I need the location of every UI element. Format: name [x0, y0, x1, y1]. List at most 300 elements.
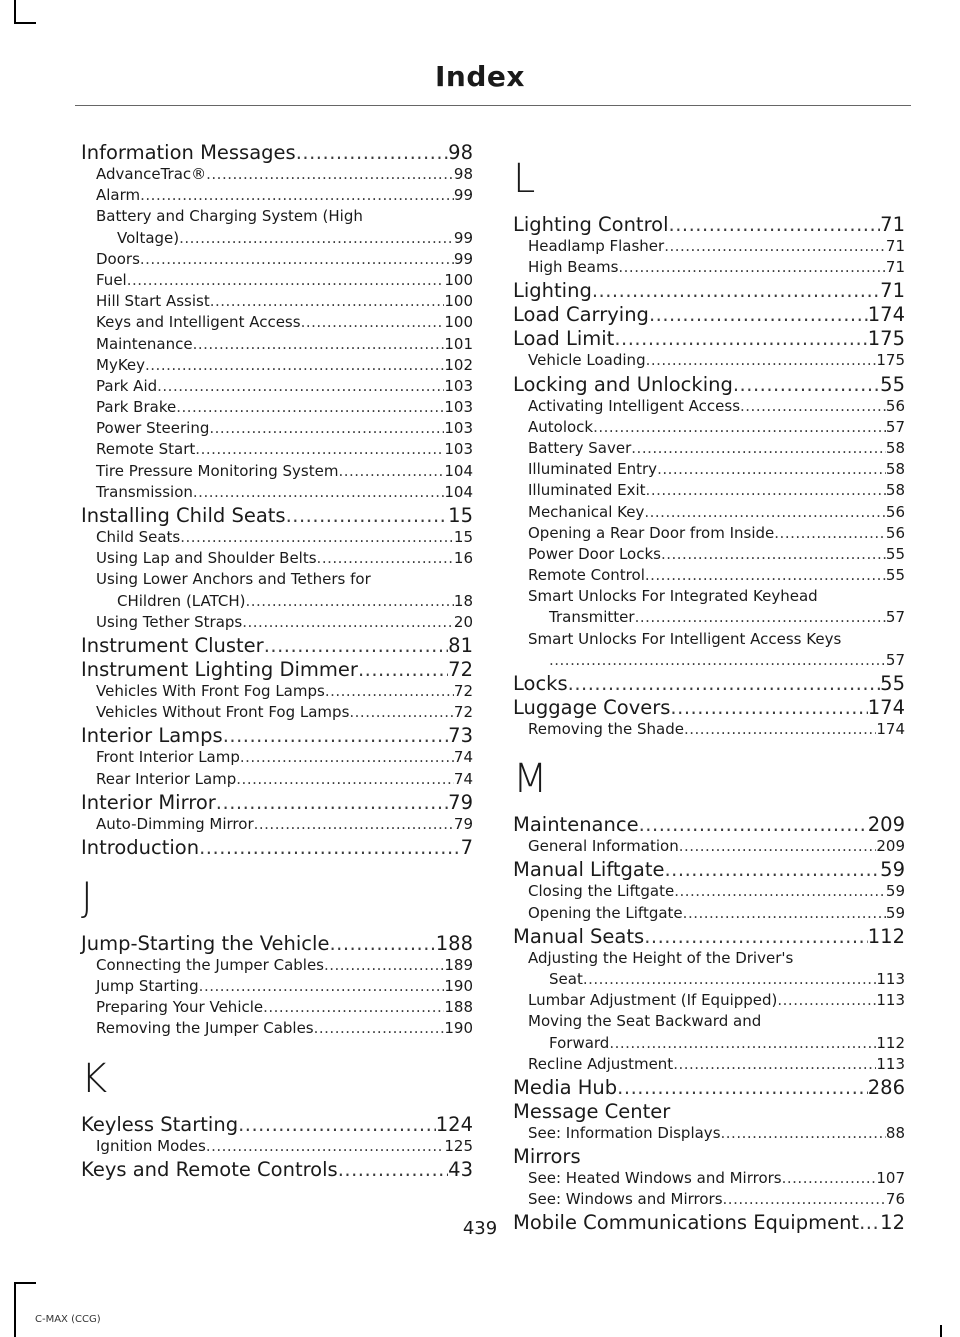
crop-mark: [14, 0, 16, 22]
entry-label: Doors: [96, 249, 140, 268]
entry-page-number: 113: [876, 991, 905, 1010]
entry-label: See: Heated Windows and Mirrors: [528, 1169, 782, 1188]
entry-page-number: 113: [876, 1054, 905, 1073]
index-subentry[interactable]: [513, 719, 905, 740]
index-subentry[interactable]: [81, 397, 473, 418]
entry-label: Removing the Jumper Cables: [96, 1019, 314, 1038]
entry-label: Remote Start: [96, 440, 196, 459]
entry-page-number: 98: [448, 141, 473, 164]
index-subentry[interactable]: [81, 185, 473, 206]
entry-page-number: 209: [876, 837, 905, 856]
entry-page-number: 99: [453, 249, 473, 268]
dot-leader: [246, 591, 454, 612]
entry-page-number: 209: [867, 813, 905, 837]
dot-leader: [206, 1136, 445, 1157]
dot-leader: [664, 236, 886, 257]
entry-page-number: 103: [444, 440, 473, 459]
index-subentry[interactable]: [81, 461, 473, 482]
index-subentry[interactable]: [81, 228, 473, 249]
entry-page-number: 107: [876, 1169, 905, 1188]
entry-page-number: 43: [448, 1157, 473, 1181]
index-entry[interactable]: [81, 1159, 473, 1181]
entry-label: High Beams: [528, 258, 619, 277]
crop-mark: [14, 1282, 16, 1337]
entry-label: Instrument Lighting Dimmer: [81, 657, 358, 681]
entry-page-number: 175: [876, 351, 905, 370]
entry-label: Child Seats: [96, 528, 181, 546]
index-subentry[interactable]: [513, 969, 905, 990]
entry-page-number: 88: [885, 1123, 905, 1142]
index-subentry[interactable]: [81, 814, 473, 835]
index-subentry[interactable]: [81, 312, 473, 333]
index-subentry[interactable]: [81, 527, 473, 548]
index-subentry-line: Smart Unlocks For Intelligent Access Keys: [528, 629, 842, 648]
entry-page-number: 103: [444, 419, 473, 438]
index-subentry[interactable]: [81, 418, 473, 439]
entry-label: Illuminated Exit: [528, 481, 646, 500]
index-subentry[interactable]: [81, 955, 473, 976]
index-subentry[interactable]: [81, 1018, 473, 1039]
entry-label: Mobile Communications Equipment: [513, 1211, 860, 1235]
entry-page-number: 99: [453, 228, 473, 247]
entry-page-number: 79: [448, 790, 473, 814]
entry-label: Load Carrying: [513, 303, 649, 327]
entry-page-number: 56: [885, 502, 905, 521]
entry-page-number: 12: [880, 1211, 905, 1235]
index-subentry[interactable]: [513, 1054, 905, 1075]
entry-label: Load Limit: [513, 327, 615, 351]
entry-page-number: 57: [885, 417, 905, 436]
index-subentry[interactable]: [513, 544, 905, 565]
index-entry[interactable]: [513, 697, 905, 719]
dot-leader: [644, 926, 868, 948]
entry-label: General Information: [528, 837, 679, 856]
entry-label: Transmission: [96, 482, 193, 501]
index-subentry[interactable]: [513, 881, 905, 902]
index-subentry[interactable]: [513, 650, 905, 671]
dot-leader: [679, 836, 877, 857]
dot-leader: [180, 527, 454, 548]
entry-label: Introduction: [81, 835, 200, 859]
index-subentry[interactable]: [513, 607, 905, 628]
entry-page-number: 72: [453, 681, 473, 700]
dot-leader: [645, 565, 886, 586]
entry-page-number: 79: [453, 814, 473, 833]
dot-leader: [774, 523, 886, 544]
index-subentry[interactable]: [513, 438, 905, 459]
index-entry[interactable]: [81, 1114, 473, 1136]
index-subentry[interactable]: [513, 903, 905, 924]
index-entry[interactable]: [81, 725, 473, 747]
entry-page-number: 57: [885, 608, 905, 627]
entry-page-number: 103: [444, 398, 473, 417]
dot-leader: [240, 747, 454, 768]
index-subentry[interactable]: [81, 291, 473, 312]
footer-model: C-MAX (CCG): [35, 1314, 101, 1325]
page-title: Index: [435, 60, 525, 93]
entry-page-number: 55: [885, 566, 905, 585]
entry-page-number: 100: [444, 313, 473, 332]
dot-leader: [733, 374, 880, 396]
entry-label: Headlamp Flasher: [528, 237, 665, 255]
dot-leader: [296, 142, 448, 164]
entry-page-number: 73: [448, 724, 473, 748]
index-subentry[interactable]: [513, 1123, 905, 1144]
entry-page-number: 175: [867, 327, 905, 351]
index-subentry[interactable]: [513, 257, 905, 278]
dot-leader: [777, 990, 876, 1011]
dot-leader: [635, 607, 886, 628]
index-heading: Mirrors: [513, 1145, 581, 1169]
index-entry[interactable]: [81, 635, 473, 657]
dot-leader: [209, 418, 444, 439]
entry-label: Vehicles Without Front Fog Lamps: [96, 703, 350, 722]
entry-label: Installing Child Seats: [81, 504, 286, 527]
entry-label: Media Hub: [513, 1075, 618, 1099]
index-entry[interactable]: [81, 837, 473, 859]
entry-label: See: Windows and Mirrors: [528, 1190, 723, 1209]
entry-page-number: 113: [876, 969, 905, 988]
entry-label: See: Information Displays: [528, 1123, 721, 1142]
entry-label: Opening the Liftgate: [528, 903, 683, 922]
index-letter-heading: J: [81, 874, 93, 921]
entry-page-number: 72: [448, 657, 473, 681]
index-subentry[interactable]: [81, 769, 473, 790]
dot-leader: [216, 792, 448, 814]
entry-page-number: 102: [444, 355, 473, 374]
entry-page-number: 174: [867, 696, 905, 719]
index-subentry[interactable]: [81, 439, 473, 460]
index-entry[interactable]: [513, 328, 905, 350]
index-subentry[interactable]: [81, 376, 473, 397]
index-subentry-line: Using Lower Anchors and Tethers for: [96, 570, 371, 589]
index-subentry[interactable]: [81, 355, 473, 376]
index-subentry[interactable]: [513, 565, 905, 586]
dot-leader: [238, 1114, 436, 1136]
entry-label: Hill Start Assist: [96, 292, 210, 311]
index-subentry[interactable]: [81, 548, 473, 569]
dot-leader: [157, 376, 444, 397]
dot-leader: [317, 548, 454, 569]
entry-page-number: 76: [885, 1190, 905, 1209]
entry-page-number: 81: [448, 633, 473, 657]
entry-label: Maintenance: [513, 813, 639, 837]
index-letter-heading: L: [513, 156, 536, 202]
dot-leader: [723, 1189, 886, 1210]
entry-page-number: 125: [444, 1136, 473, 1155]
entry-page-number: 58: [885, 481, 905, 500]
dot-leader: [338, 461, 444, 482]
dot-leader: [618, 257, 886, 278]
entry-page-number: 59: [885, 903, 905, 922]
index-entry[interactable]: [81, 505, 473, 527]
index-subentry[interactable]: [513, 236, 905, 257]
index-subentry[interactable]: [81, 334, 473, 355]
crop-mark: [14, 1282, 36, 1284]
dot-leader: [349, 702, 454, 723]
dot-leader: [669, 214, 881, 236]
entry-page-number: 7: [460, 835, 473, 859]
index-subentry[interactable]: [81, 747, 473, 768]
dot-leader: [210, 291, 445, 312]
dot-leader: [657, 459, 886, 480]
index-entry[interactable]: [513, 280, 905, 302]
index-subentry[interactable]: [81, 681, 473, 702]
entry-label: Fuel: [96, 270, 127, 289]
entry-label: Remote Control: [528, 566, 645, 585]
entry-label: Ignition Modes: [96, 1136, 206, 1155]
entry-label: Power Door Locks: [528, 544, 661, 563]
dot-leader: [193, 482, 444, 503]
entry-label: Manual Liftgate: [513, 858, 665, 882]
index-entry[interactable]: [81, 792, 473, 814]
dot-leader: [140, 185, 454, 206]
entry-label: Jump-Starting the Vehicle: [81, 931, 330, 955]
entry-label: Lumbar Adjustment (If Equipped): [528, 991, 778, 1010]
dot-leader: [145, 355, 444, 376]
entry-page-number: 188: [444, 998, 473, 1017]
entry-page-number: 174: [867, 303, 905, 327]
index-heading: Message Center: [513, 1099, 671, 1123]
index-subentry[interactable]: [81, 976, 473, 997]
entry-label: Locks: [513, 672, 568, 695]
entry-label: Keyless Starting: [81, 1112, 239, 1136]
dot-leader: [179, 228, 454, 249]
index-entry[interactable]: [81, 933, 473, 955]
dot-leader: [646, 350, 877, 371]
index-subentry[interactable]: [513, 502, 905, 523]
index-entry[interactable]: [513, 673, 905, 695]
dot-leader: [673, 1054, 876, 1075]
dot-leader: [549, 650, 886, 671]
index-entry[interactable]: [513, 859, 905, 881]
entry-label: Mechanical Key: [528, 502, 645, 521]
entry-page-number: 124: [435, 1112, 473, 1136]
dot-leader: [193, 334, 445, 355]
dot-leader: [631, 438, 886, 459]
dot-leader: [649, 304, 868, 326]
entry-page-number: 20: [453, 612, 473, 631]
entry-page-number: 100: [444, 292, 473, 311]
entry-label: Vehicle Loading: [528, 351, 646, 370]
entry-label: Interior Lamps: [81, 724, 223, 748]
dot-leader: [264, 635, 448, 657]
index-subentry[interactable]: [513, 459, 905, 480]
index-entry[interactable]: [81, 142, 473, 164]
entry-label: Opening a Rear Door from Inside: [528, 523, 775, 542]
entry-label: Forward: [549, 1033, 610, 1052]
dot-leader: [609, 1033, 876, 1054]
dot-leader: [236, 769, 454, 790]
entry-page-number: 58: [885, 438, 905, 457]
entry-page-number: 55: [880, 372, 905, 396]
index-subentry[interactable]: [513, 1033, 905, 1054]
entry-page-number: 104: [444, 461, 473, 480]
entry-label: Interior Mirror: [81, 790, 216, 814]
index-entry[interactable]: [513, 214, 905, 236]
index-entry[interactable]: [513, 814, 905, 836]
dot-leader: [592, 280, 880, 302]
dot-leader: [329, 933, 435, 955]
entry-label: Transmitter: [549, 608, 635, 627]
dot-leader: [661, 544, 886, 565]
index-entry[interactable]: [513, 304, 905, 326]
dot-leader: [140, 249, 454, 270]
page-number: 439: [462, 1218, 498, 1239]
entry-page-number: 112: [876, 1033, 905, 1052]
index-column-right: [513, 140, 905, 1234]
entry-page-number: 112: [867, 924, 905, 948]
entry-page-number: 188: [435, 931, 473, 955]
dot-leader: [674, 881, 886, 902]
entry-page-number: 174: [876, 720, 905, 738]
entry-label: Using Lap and Shoulder Belts: [96, 549, 317, 568]
entry-page-number: 71: [885, 237, 905, 255]
index-subentry[interactable]: [81, 1136, 473, 1157]
index-entry[interactable]: [81, 659, 473, 681]
dot-leader: [338, 1159, 448, 1181]
index-subentry[interactable]: [513, 417, 905, 438]
entry-page-number: 100: [444, 270, 473, 289]
entry-page-number: 59: [885, 882, 905, 901]
index-subentry[interactable]: [81, 702, 473, 723]
entry-label: MyKey: [96, 355, 146, 374]
entry-page-number: 104: [444, 482, 473, 501]
index-entry[interactable]: [513, 1077, 905, 1099]
dot-leader: [286, 505, 449, 527]
entry-label: Removing the Shade: [528, 720, 684, 738]
dot-leader: [199, 837, 460, 859]
entry-label: AdvanceTrac®: [96, 165, 207, 183]
index-subentry[interactable]: [81, 997, 473, 1018]
dot-leader: [664, 859, 880, 881]
dot-leader: [614, 328, 867, 350]
index-subentry[interactable]: [81, 591, 473, 612]
entry-page-number: 103: [444, 376, 473, 395]
index-subentry[interactable]: [513, 350, 905, 371]
entry-label: Maintenance: [96, 334, 193, 353]
dot-leader: [670, 697, 867, 719]
entry-page-number: 56: [885, 396, 905, 415]
index-entry[interactable]: [513, 374, 905, 396]
dot-leader: [639, 814, 868, 836]
index-subentry-line: Adjusting the Height of the Driver's: [528, 948, 794, 967]
entry-label: Vehicles With Front Fog Lamps: [96, 681, 325, 700]
entry-label: Using Tether Straps: [96, 612, 243, 631]
dot-leader: [223, 725, 448, 747]
entry-label: Manual Seats: [513, 924, 645, 948]
entry-page-number: 16: [453, 549, 473, 568]
entry-label: Locking and Unlocking: [513, 372, 733, 396]
entry-label: Recline Adjustment: [528, 1054, 674, 1073]
entry-label: Keys and Intelligent Access: [96, 313, 301, 332]
index-subentry-line: Moving the Seat Backward and: [528, 1012, 762, 1031]
index-letter-heading: M: [513, 756, 548, 803]
dot-leader: [301, 312, 445, 333]
entry-page-number: 57: [885, 650, 905, 669]
entry-label: Park Brake: [96, 398, 177, 417]
entry-label: Alarm: [96, 186, 141, 205]
index-subentry[interactable]: [81, 270, 473, 291]
dot-leader: [593, 417, 886, 438]
entry-label: Luggage Covers: [513, 696, 671, 719]
index-subentry[interactable]: [513, 523, 905, 544]
entry-label: CHildren (LATCH): [117, 591, 246, 610]
entry-page-number: 286: [867, 1075, 905, 1099]
dot-leader: [254, 814, 454, 835]
entry-page-number: 18: [453, 591, 473, 610]
entry-page-number: 98: [453, 165, 473, 183]
entry-page-number: 55: [880, 672, 905, 695]
dot-leader: [176, 397, 444, 418]
index-subentry[interactable]: [81, 164, 473, 185]
entry-label: Lighting Control: [513, 213, 669, 236]
dot-leader: [568, 673, 881, 695]
index-subentry[interactable]: [513, 1189, 905, 1210]
crop-mark: [940, 1325, 942, 1337]
index-subentry-line: Battery and Charging System (High: [96, 207, 363, 226]
index-subentry[interactable]: [513, 990, 905, 1011]
index-subentry[interactable]: [81, 612, 473, 633]
entry-label: Autolock: [528, 417, 594, 436]
dot-leader: [644, 502, 886, 523]
index-subentry[interactable]: [81, 249, 473, 270]
crop-mark: [14, 22, 36, 24]
dot-leader: [740, 396, 886, 417]
dot-leader: [683, 903, 886, 924]
dot-leader: [206, 164, 454, 185]
entry-label: Front Interior Lamp: [96, 748, 240, 767]
entry-page-number: 74: [453, 769, 473, 788]
dot-leader: [617, 1077, 868, 1099]
entry-page-number: 58: [885, 460, 905, 479]
entry-label: Auto-Dimming Mirror: [96, 814, 254, 833]
entry-label: Activating Intelligent Access: [528, 396, 741, 415]
index-subentry[interactable]: [513, 396, 905, 417]
entry-page-number: 190: [444, 1019, 473, 1038]
index-subentry[interactable]: [513, 836, 905, 857]
entry-page-number: 55: [885, 544, 905, 563]
index-subentry[interactable]: [513, 480, 905, 501]
entry-label: Battery Saver: [528, 438, 632, 457]
index-subentry[interactable]: [513, 1168, 905, 1189]
dot-leader: [782, 1168, 877, 1189]
entry-label: Instrument Cluster: [81, 633, 264, 657]
entry-page-number: 189: [444, 955, 473, 974]
entry-label: Tire Pressure Monitoring System: [96, 461, 339, 480]
index-letter-heading: K: [81, 1055, 108, 1102]
entry-label: Jump Starting: [96, 977, 199, 996]
entry-page-number: 190: [444, 977, 473, 996]
dot-leader: [583, 969, 877, 990]
dot-leader: [646, 480, 886, 501]
entry-label: Park Aid: [96, 376, 158, 395]
entry-label: Rear Interior Lamp: [96, 769, 237, 788]
index-entry[interactable]: [513, 926, 905, 948]
entry-label: Power Steering: [96, 419, 210, 438]
dot-leader: [199, 976, 445, 997]
dot-leader: [325, 681, 454, 702]
entry-page-number: 101: [444, 334, 473, 353]
dot-leader: [684, 719, 876, 740]
dot-leader: [242, 612, 454, 633]
entry-page-number: 71: [885, 258, 905, 277]
entry-page-number: 72: [453, 703, 473, 722]
index-column-left: [81, 140, 473, 1181]
entry-page-number: 56: [885, 523, 905, 542]
index-subentry[interactable]: [81, 482, 473, 503]
entry-page-number: 71: [880, 279, 905, 303]
